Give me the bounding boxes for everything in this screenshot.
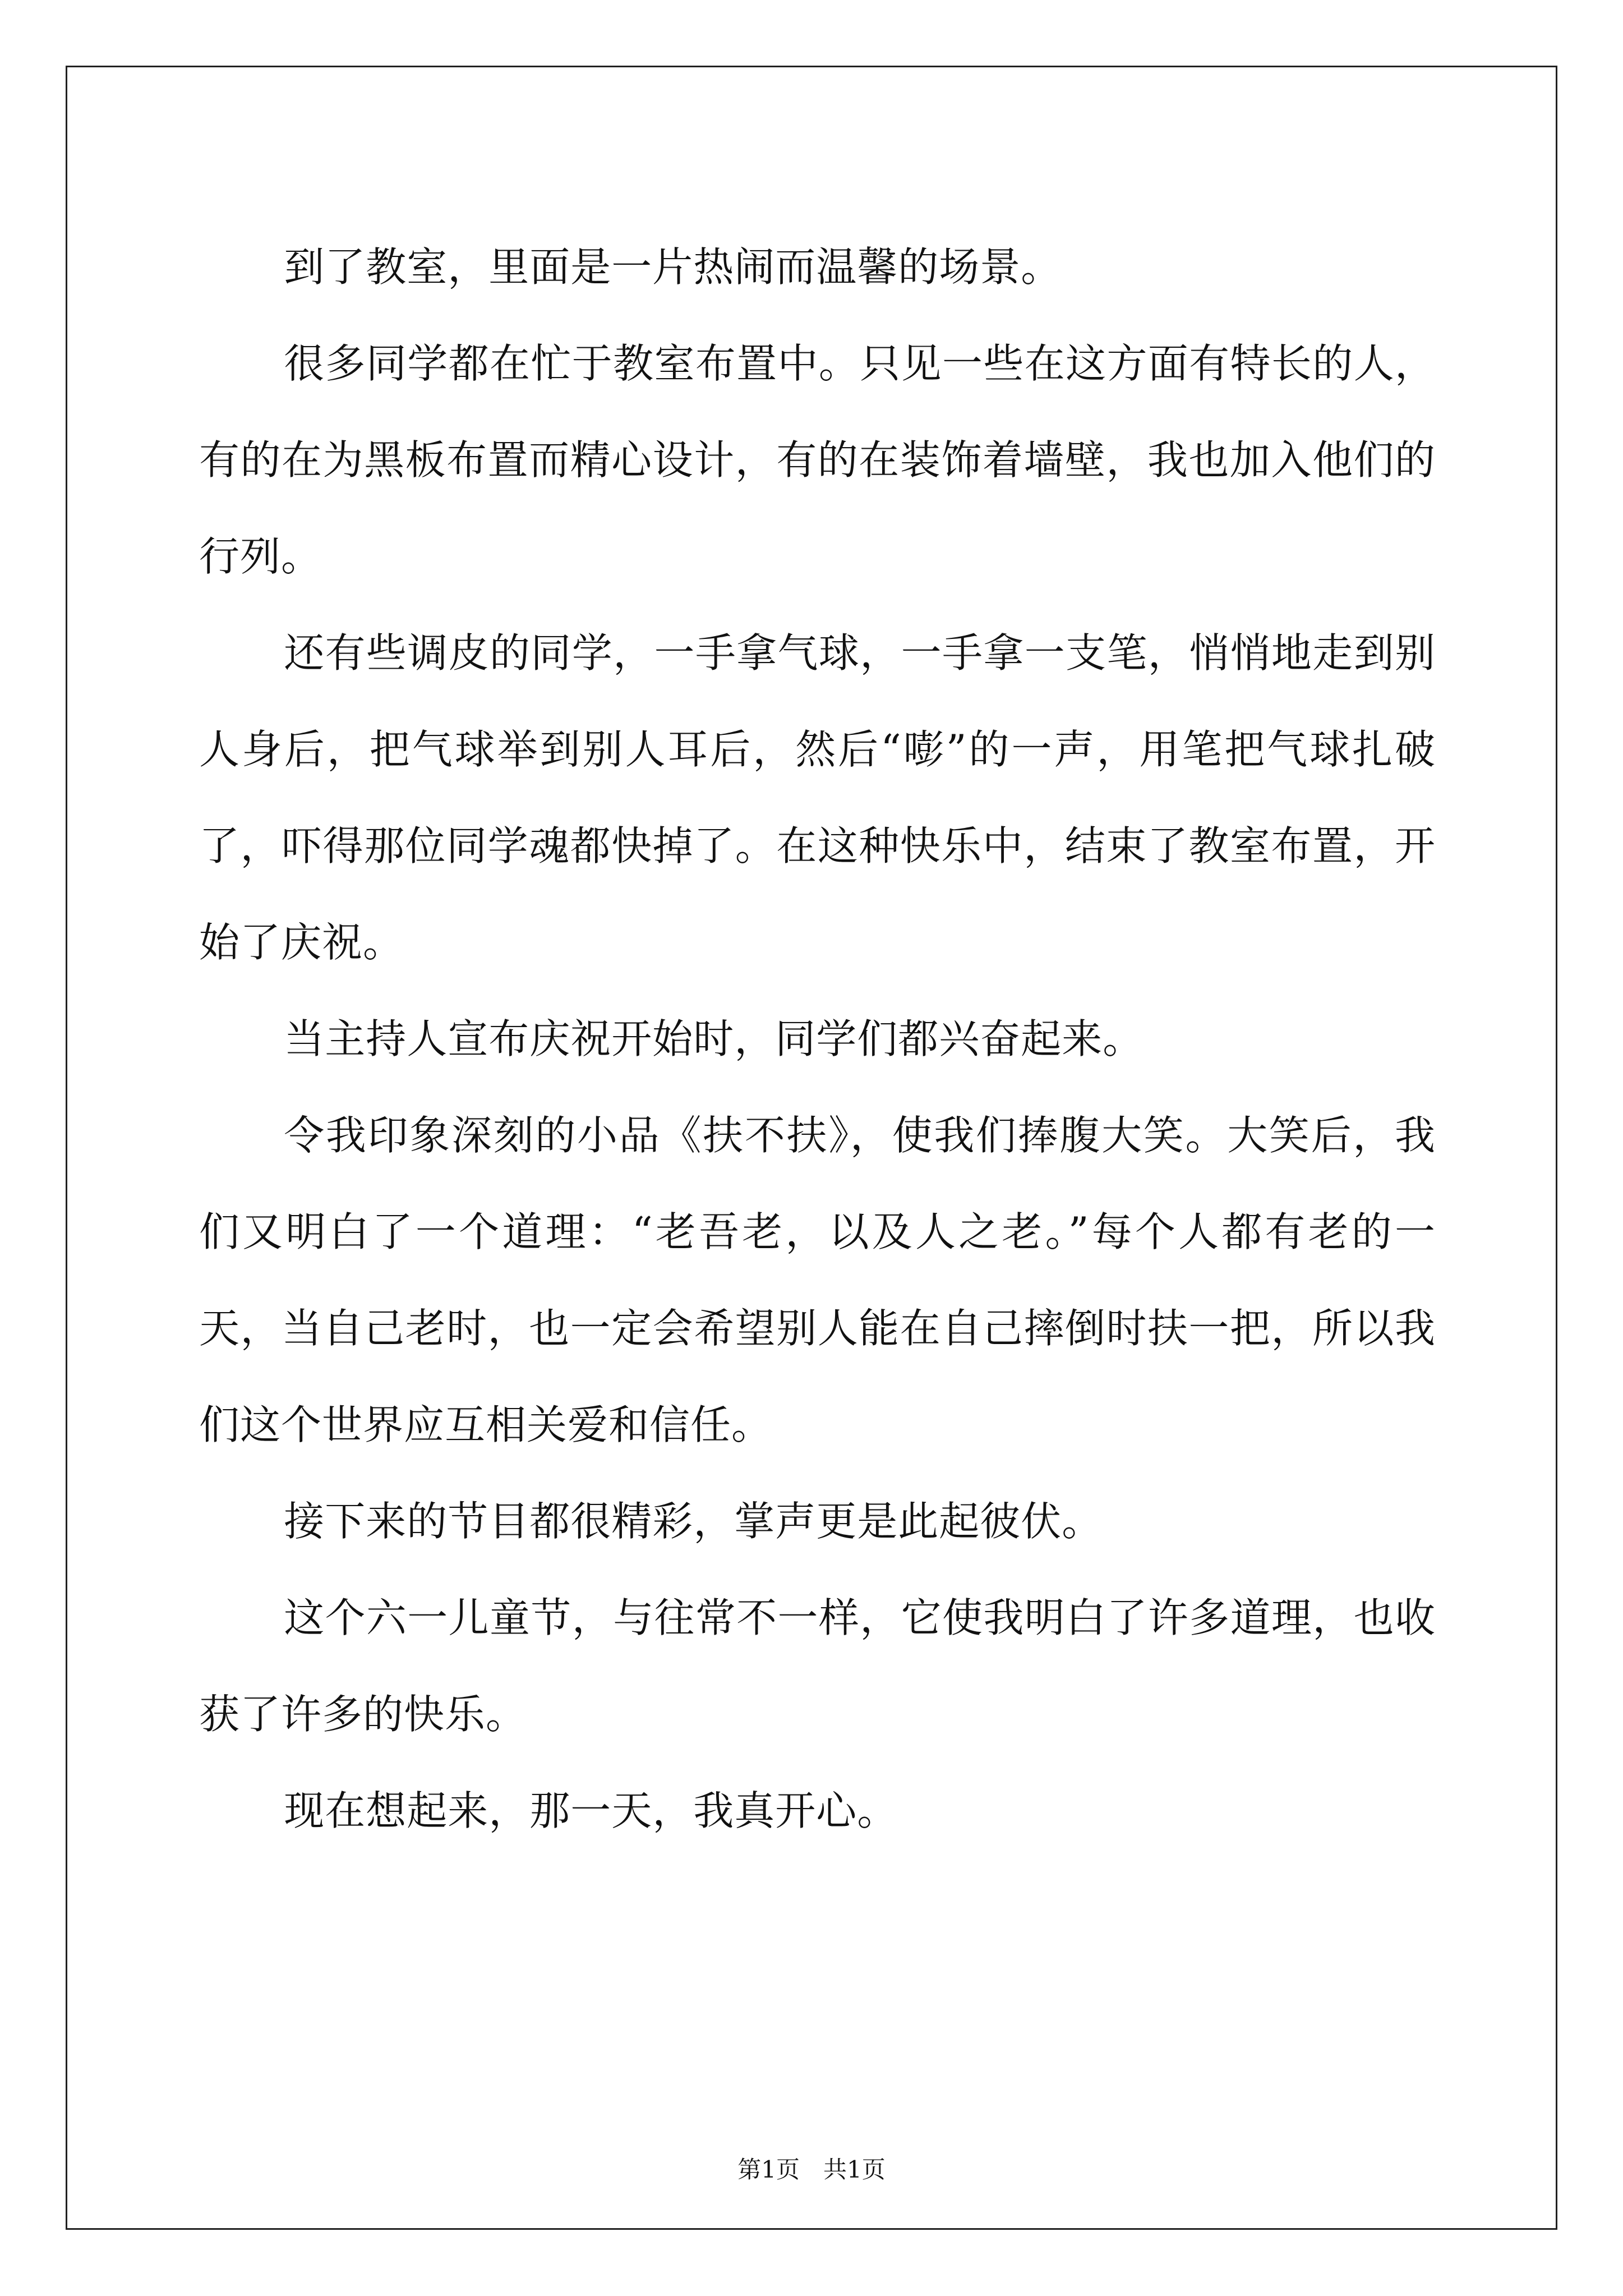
paragraph: 还有些调皮的同学，一手拿气球，一手拿一支笔，悄悄地走到别人身后，把气球举到别人耳后，然后“嘭”的一声，用笔把气球扎破了，吓得那位同学魂都快掉了。在这种快乐中，结束了教室布置，开始了庆祝。 <box>199 629 1436 966</box>
paragraph: 到了教室，里面是一片热闹而温馨的场景。 <box>284 243 1062 291</box>
paragraph: 令我印象深刻的小品《扶不扶》，使我们捧腹大笑。大笑后，我们又明白了一个道理：“老吾老，以及人之老。”每个人都有老的一天，当自己老时，也一定会希望别人能在自己摔倒时扶一把，所以我们这个世界应互相关爱和信任。 <box>199 1112 1436 1448</box>
document-body <box>199 219 1436 1859</box>
paragraph: 现在想起来，那一天，我真开心。 <box>284 1787 898 1834</box>
paragraph: 当主持人宣布庆祝开始时，同学们都兴奋起来。 <box>284 1015 1144 1062</box>
page-footer <box>0 2151 1623 2185</box>
paragraph: 很多同学都在忙于教室布置中。只见一些在这方面有特长的人，有的在为黑板布置而精心设计，有的在装饰着墙壁，我也加入他们的行列。 <box>199 340 1436 580</box>
paragraph: 这个六一儿童节，与往常不一样，它使我明白了许多道理，也收获了许多的快乐。 <box>199 1594 1436 1738</box>
page-number: 第1页 <box>737 2156 800 2183</box>
page-total: 共1页 <box>823 2156 886 2183</box>
paragraph: 接下来的节目都很精彩，掌声更是此起彼伏。 <box>284 1498 1103 1545</box>
